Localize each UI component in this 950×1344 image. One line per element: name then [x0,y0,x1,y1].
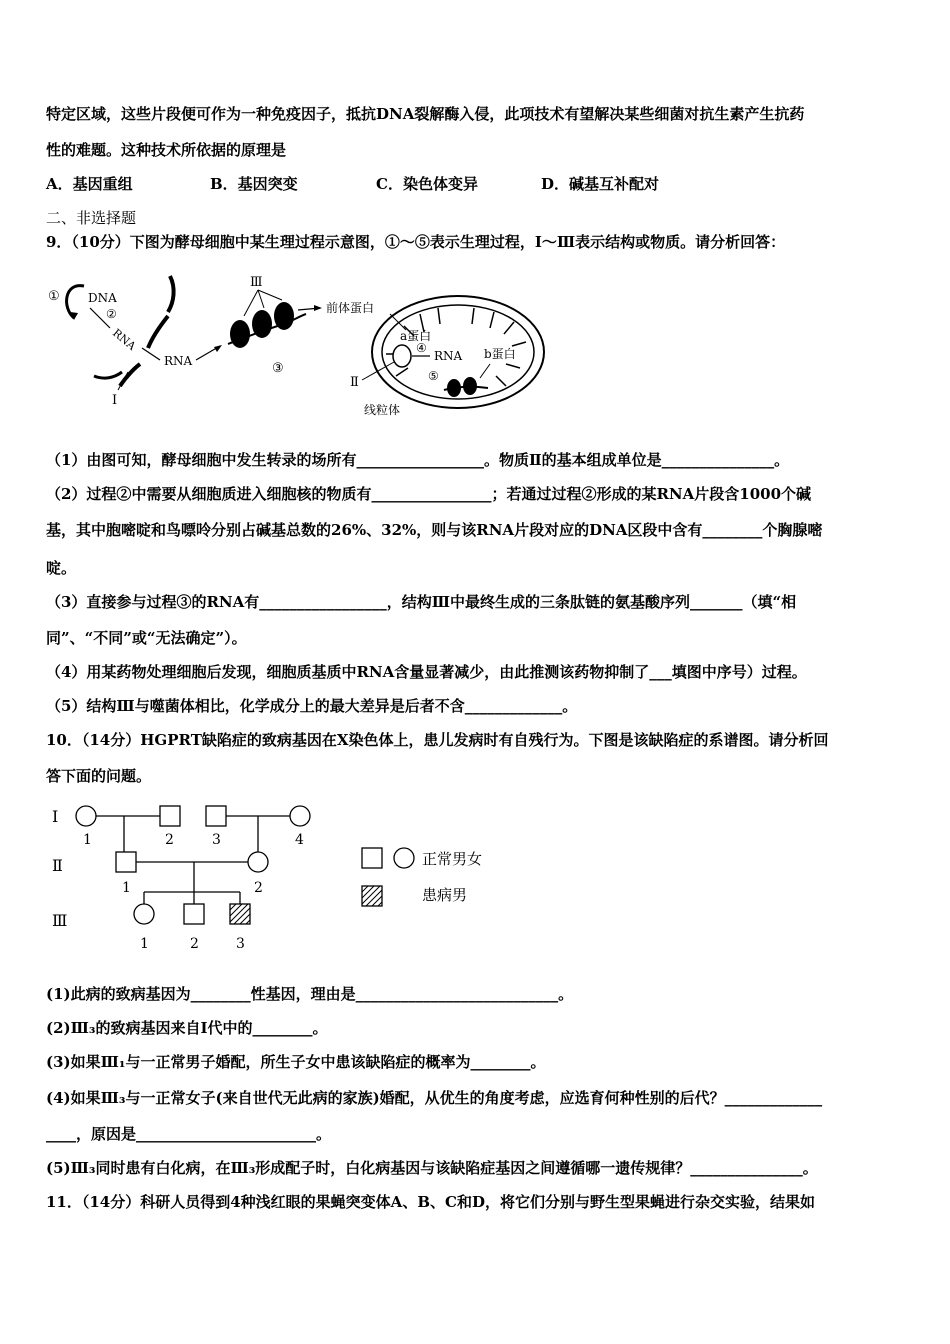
label-mitochondrion: 线粒体 [364,403,401,417]
ribosome-2 [252,310,272,338]
i2-number: 2 [165,832,174,848]
i4-number: 4 [295,832,304,848]
legend-affected-male [362,886,382,906]
label-a-protein: a蛋白 [400,329,432,343]
iii2-number: 2 [190,936,199,952]
q10-part-4-line-2: ____，原因是________________________。 [46,1125,332,1143]
i2-male [160,806,180,826]
legend-affected-label: 患病男 [422,886,468,904]
i1-number: 1 [83,832,92,848]
generation-2-label: Ⅱ [52,856,63,875]
q11-stem: 11．（14分）科研人员得到4种浅红眼的果蝇突变体A、B、C和D，将它们分别与野生型果蝇进行杂交实验，结果如 [46,1193,815,1211]
q10-stem-line-1: 10．（14分）HGPRT缺陷症的致病基因在X染色体上，患儿发病时有自残行为。下图是该缺陷症的系谱图。请分析回 [46,731,829,749]
label-roman-3: Ⅲ [250,275,263,290]
label-circle-4: ④ [416,341,427,355]
q9-part-4: （4）用某药物处理细胞后发现，细胞质基质中RNA含量显著减少，由此推测该药物抑制了___填图中序号）过程。 [46,663,807,681]
q8-line-1: 特定区域，这些片段便可作为一种免疫因子，抵抗DNA裂解酶入侵，此项技术有望解决某些细菌对抗生素产生抗药 [46,105,805,123]
q10-part-3: (3)如果Ⅲ₁与一正常男子婚配，所生子女中患该缺陷症的概率为________。 [46,1053,546,1071]
generation-3-label: Ⅲ [52,911,68,930]
iii2-male [184,904,204,924]
label-circle-5: ⑤ [428,369,439,383]
q10-part-4-line-1: (4)如果Ⅲ₃与一正常女子(来自世代无此病的家族)婚配，从优生的角度考虑，应选育何种性别的后代？_____________ [46,1089,823,1107]
i1-female [76,806,96,826]
arrow-rna-ribosome-head [214,345,222,352]
ii1-number: 1 [122,880,131,896]
label-rna-mito: RNA [434,349,463,363]
iii1-number: 1 [140,936,149,952]
iii1-female [134,904,154,924]
mito-ribosome-1 [447,379,461,397]
label-roman-1: Ⅰ [112,393,118,408]
q9-part-2-line-3: 啶。 [46,559,77,577]
ii2-female [248,852,268,872]
q10-stem-line-2: 答下面的问题。 [46,767,152,785]
label-circle-2: ② [106,307,117,321]
i4-female [290,806,310,826]
section-heading: 二、非选择题 [46,209,137,227]
generation-1-label: Ⅰ [52,807,59,826]
ribosome-1 [230,320,250,348]
q8-option-a: A．基因重组 [46,175,133,193]
q8-option-b: B．基因突变 [210,175,298,193]
label-roman-2: Ⅱ [350,375,359,390]
q9-stem: 9．（10分）下图为酵母细胞中某生理过程示意图，①～⑤表示生理过程，Ⅰ～Ⅲ表示结构或物质。请分析回答： [46,233,786,251]
mito-ribosome-2 [463,377,477,395]
mito-dna [393,345,411,367]
pedigree-chart [44,796,524,960]
q8-option-d: D．碱基互补配对 [541,175,660,193]
q8-option-c: C．染色体变异 [376,175,478,193]
ii2-number: 2 [254,880,263,896]
nuclear-envelope-middle [148,316,168,348]
label-circle-3: ③ [272,361,284,376]
q9-part-5: （5）结构Ⅲ与噬菌体相比，化学成分上的最大差异是后者不含_____________。 [46,697,578,715]
q9-part-3-line-1: （3）直接参与过程③的RNA有_________________，结构Ⅲ中最终生成的三条肽链的氨基酸序列_______（填“相 [46,593,797,611]
label-precursor-protein: 前体蛋白 [326,301,375,315]
q9-part-2-line-2: 基，其中胞嘧啶和鸟嘌呤分别占碱基总数的26%、32%，则与该RNA片段对应的DNA区段中含有________个胸腺嘧 [46,521,823,539]
ribosome-3 [274,302,294,330]
i3-male [206,806,226,826]
iii3-number: 3 [236,936,245,952]
arrow-precursor-head [314,305,322,311]
arrow-to-rna [142,348,160,360]
legend-normal-female [394,848,414,868]
q9-part-1: （1）由图可知，酵母细胞中发生转录的场所有_________________。物质Ⅱ的基本组成单位是_______________。 [46,451,790,469]
nuclear-envelope-lower [120,364,140,386]
q10-part-2: (2)Ⅲ₃的致病基因来自Ⅰ代中的________。 [46,1019,328,1037]
arrow-b-protein [480,364,490,378]
pointer-roman-3a [244,290,258,316]
pointer-roman-2 [362,362,394,380]
label-b-protein: b蛋白 [484,347,516,361]
label-circle-1: ① [48,289,60,304]
pointer-roman-3c [258,290,282,300]
i3-number: 3 [212,832,221,848]
iii3-affected-male [230,904,250,924]
legend-normal-label: 正常男女 [422,850,483,868]
q10-part-1: (1)此病的致病基因为________性基因，理由是___________________________。 [46,985,574,1003]
ii1-male [116,852,136,872]
legend-normal-male [362,848,382,868]
q9-figure [44,268,564,428]
nuclear-envelope-top [168,276,174,312]
nuclear-envelope-left [94,372,122,378]
label-dna: DNA [88,291,117,305]
label-rna: RNA [164,354,193,368]
label-rna-diagonal: RNA [110,326,139,353]
pointer-roman-3b [258,290,264,308]
q10-part-5: (5)Ⅲ₃同时患有白化病，在Ⅲ₃形成配子时，白化病基因与该缺陷症基因之间遵循哪一遗传规律？_______________。 [46,1159,818,1177]
q9-part-2-line-1: （2）过程②中需要从细胞质进入细胞核的物质有________________；若通过过程②形成的某RNA片段含1000个碱 [46,485,812,503]
q9-part-3-line-2: 同”、“不同”或“无法确定”）。 [46,629,247,647]
q8-line-2: 性的难题。这种技术所依据的原理是 [46,141,287,159]
